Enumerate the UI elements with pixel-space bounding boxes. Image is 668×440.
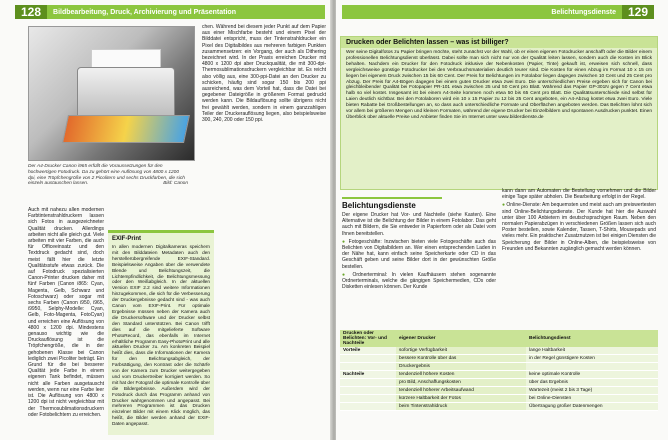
page-number-right: 129 <box>622 5 654 19</box>
table-row: beim Tintenstrahldruck Übertragung großer Datenmengen <box>340 403 658 411</box>
section-header-title: Belichtungsdienste <box>551 8 616 16</box>
exif-body: In allen modernen Digitalkameras speichern mit den Bilddateien Metadaten auch den herstellerübergreifende EXIF-Standard. Beispielsweise Angaben über die verwendete Blende und Belichtungszeit, die Lichtempfindlichkeit, die Belichtungsmessung oder den Weißabgleich. In der aktuellen Version EXIF 2.2 sind weitere Informationen hinzugekommen, die sich für die Verbesserung der Druckergebnisse gedacht sind - was auch Canon vom EXIF-Print. Für optimale Ergebnisse müssen neben der Kamera auch die Druckersoftware und der Drucker selbst den Standard unterstützen. Bei Canon trifft dies auf die mitgelieferte Software PhotoRecord, das ebenfalls im Internet erhältliche Programm Easy-PhotoPrint und alle aktuellen Drucker zu. Am konkreten Beispiel heißt dies, dass die Informationen der Kamera für den Belichtungsabgleich, der Farbsättigung, den Kontrast oder die Schärfe von der Kamera zum Drucker weitergegeben und vom Druckertreiber korrigiert werden. So mit hat der Fotograf die optimale Kontrolle über die Bildergebnisse. Außerdem wird der Fotodruck durch das Programm anhand von Drucker wahrgenommen und angepasst. Bei mehreren Programmen ist das Drucken einzelner Bilder mit einem Klick möglich, das heißt, die Bilder werden anhand der EXIF-Daten angepasst. <box>112 244 210 427</box>
printer-photo <box>28 26 195 161</box>
printed-photo-illustration <box>62 115 190 143</box>
column-header-service: Belichtungsdienst <box>526 330 658 347</box>
exif-title: EXIF-Print <box>112 236 142 242</box>
table-header-row <box>340 330 658 347</box>
list-item: ● Ordnerterminal: In vielen Kaufhäusern stehen sogenannte Ordnerterminals, welche die gängigen Speichermedien, CDs oder Disketten einlesen können. Der Kunde <box>342 271 496 291</box>
paragraph: Auch mit nahezu allen modernen Farbtintenstrahldruckern lassen sich Fotos in ausgezeichneter Qualität drucken. Allerdings arbeiten nicht alle gleich gut. Viele arbeiten mit vier Farben, die auch für Officeeinsatz und den Textdruck gedacht sind, doch meist fällt hier die letzte Qualitätsstufe etwas zurück. Die auf Fotodruck spezialisierten Canon-Printer drucken daher mit fünf Farben (Canon i865: Cyan, Magenta, Gelb, Schwarz und Fotoschwarz) oder sogar mit sechs Farben (Canon i950, i965, i9950, Selphy-Modelle: Cyan, Gelb, Foto-Magenta, FotoCyan) und erreichen eine Auflösung von 4800 x 1200 dpi. Mindestens genauso wichtig wie die Druckauflösung ist die Tröpfchengröße, die in der gehobenen Klasse bei Canon lediglich zwei Picoliter beträgt. Ein Grund für die bei besserer Qualität jede Farbe in einem eigenen Tank befindet, müssen nicht alle Farben ausgetauscht werden, wenn nur eine Farbe leer ist. Die Auflösung von 4800 x 1200 dpi ist nicht vergleichbar mit der Thermosublimationsdruckern oder Fotobelichtern zu erreichen. <box>28 207 104 418</box>
bullet-icon: ● <box>342 271 353 278</box>
chapter-title: Bildbearbeitung, Druck, Archivierung und Präsentation <box>53 8 236 16</box>
caption-text: Der A4-Drucker Canon i965 erfüllt die Voraussetzungen für den hochwertigen Fotodruck. Da zu gehört eine Auflösung von 4800 x 1200 dpi, eine Tröpfchengröße von 2 Picolitern und sechs Druckfarben, die sich einzeln austauschen lassen. <box>28 164 185 187</box>
text-column-left-bottom <box>28 207 104 437</box>
box-title: Drucken oder Belichten lassen – was ist billiger? <box>341 37 657 48</box>
right-page <box>336 0 668 440</box>
text-column-right <box>502 188 656 328</box>
table-title: Drucken oder Belichten: Vor- und Nachteile <box>340 330 396 347</box>
table-row: bessere Kontrolle über das in der Regel günstigere Kosten <box>340 355 658 363</box>
text-column-right-top <box>202 24 326 214</box>
paragraph: Der eigene Drucker hat Vor- und Nachteile (siehe Kasten). Eine Alternative ist die Belichtung der Bilder in einem Fotolabor. Das geht auch mit Bildern, die Sie entweder in Papierform oder als Datei vom Ihnen bereitstellen. <box>342 212 496 237</box>
table-row: Nachteile tendenziell höhere Kosten keine optimale Kontrolle <box>340 371 658 379</box>
left-page <box>0 0 332 440</box>
table-row: kürzere Haltbarkeit der Fotos bei Online-Diensten <box>340 395 658 403</box>
table-row: Vorteile sofortige Verfügbarkeit lange Haltbarkeit <box>340 347 658 355</box>
paragraph: chen. Während bei diesem jeder Punkt auf dem Papier aus einer Mischfarbe besteht und einem Pixel der Bilddatei entspricht, muss der Tintenstrahldrucker ein Pixel des Digitalbildes aus mehreren farbigen Punkten zusammensetzen: ein Vorgang, der auch als Dithering bezeichnet wird. In der Praxis erreichen Drucker mit 4800 x 1200 dpi aber Druckqualität, die mit 300-dpi-Thermosublimationsdruckern vergleichbar ist. Es reicht also völlig aus, eine 300-ppi-Datei an den Drucker zu schicken, häufig sind sogar 150 bis 200 ppi ausreichend, was dem Vorteil hat, dass die Datei bei gegebener Dateigröße in größerem Format gedruckt werden kann. Die Bildauflösung sollte übrigens nicht frei gewählt werden, sondern in einem ganzzahligen Teiler der Druckerauflösung liegen, also beispielsweise 300, 240, 200 oder 150 ppi. <box>202 24 326 124</box>
table-row: pro Bild, Anschaffungskosten über das Ergebnis <box>340 379 658 387</box>
table-row: Druckergebnis <box>340 363 658 371</box>
section-heading: Belichtungsdienste <box>342 197 442 210</box>
paragraph: kann dann am Automaten die Bestellung vornehmen und die Bilder einige Tage später abholen. Die Bearbeitung erfolgt in der Regel. <box>502 188 656 201</box>
photo-caption <box>28 164 188 187</box>
column-header-printer: eigener Drucker <box>396 330 526 347</box>
left-header <box>15 5 325 19</box>
text-column-left <box>342 212 496 328</box>
right-header <box>342 5 654 19</box>
page-number-left: 128 <box>15 5 47 19</box>
exif-print-box <box>108 230 214 435</box>
caption-credit: Bild: Canon <box>163 181 188 187</box>
list-item: ● Online-Dienste: Am bequemsten und meist auch am preiswertesten sind Online-Belichtungsdienste. Der Kunde hat hier die Auswahl unter über 100 Anbietern im deutschsprachigen Raum. Neben den normalen Papierabzügen in verschiedenen Größen lassen sich auch Poster bestellen, sowie Kalender, Tassen, T-Shirts, Mousepads und vieles mehr. Ein praktischer Zusatznutzen ist bei einigen Diensten die Speicherung der Bilder in Online-Alben, die beispielsweise von Freunden und Bekannten zugänglich gemacht werden können. <box>502 202 656 252</box>
bullet-icon: ● <box>342 238 349 245</box>
pros-cons-table <box>340 330 658 411</box>
box-body: Wer seine Digitalfotos zu Papier bringen möchte, steht zunächst vor der Wahl, ob er einen eigenen Fotodrucker anschafft oder die Bilder einem professionellen Belichtungsdienst überlässt. Dabei sollte man sich nicht nur von der Qualität leiten lassen, sondern auch die Kosten im Blick behalten. Nachdem ein Drucker für den Fotodruck inklusive der Nebenkosten (Papier, Tinte) gekauft ist, erweisen sich schnell, dass vergleichsweise günstige Fotodrucker bei den Verbrauchsmaterialien deutlich teurer sind. Die Kosten für einen Abzug im Format 10 x 15 cm liegen bei eigenem Druck zwischen 15 bis 60 Cent. Der Preis für Belichtungen im Fotolabor liegen dagegen zwischen 10 Cent und 25 Cent pro Abzug. Der Preis für A4-Bögen dagegen bei einem guten Drucker etwa zwei Euro. Die unterschiedlichen Preise ergeben sich für Canon bei gleichbleibender Qualität bei Fotopapier PR-101 etwa zwischen 25 und 50 Cent pro Blatt. Während das Papier GP-301N gegen 7 Cent etwa halb so viel kostet. Insgesamt ist bei einem A4-Seite kommen noch etwa 50 bis 65 Cent pro Blatt. Die Qualitätsunterschiede sind selbst für Laien deutlich sichtbar. Bei den Fotolaboren wird ein 10 x 15 Papier zu 12 bis 25 Cent angeboten, ein A4-Abzug kostet etwa zwei Euro. Viele bieten Rabatte bei Großbestellungen an, so dass auch unterschiedliche Formate und Oberflächen angeboten werden. Das Belichten lohnt sich vor allem bei größeren Mengen und kleinen Formaten, während der eigene Drucker bei Einzelbildern und spontanen Ausdrucken punktet. Einen Überblick über aktuelle Preise und Anbieter finden Sie im Internet unter www.bilderdienste.de <box>346 50 652 120</box>
bullet-icon: ● <box>502 202 507 209</box>
list-item: ● Fotogeschäfte: Inzwischen bieten viele Fotogeschäfte auch das Belichten von Digitalbildern an. Wer einen entsprechenden Laden in der Nähe hat, kann einfach seine Speicherkarte oder CD in das Geschäft geben und seine Bilder dort in der gewünschten Größe bestellen. <box>342 238 496 270</box>
cost-comparison-box <box>340 36 658 190</box>
table-row: tendenziell höherer Arbeitsaufwand Wartezeit (meist 2 bis 3 Tage) <box>340 387 658 395</box>
